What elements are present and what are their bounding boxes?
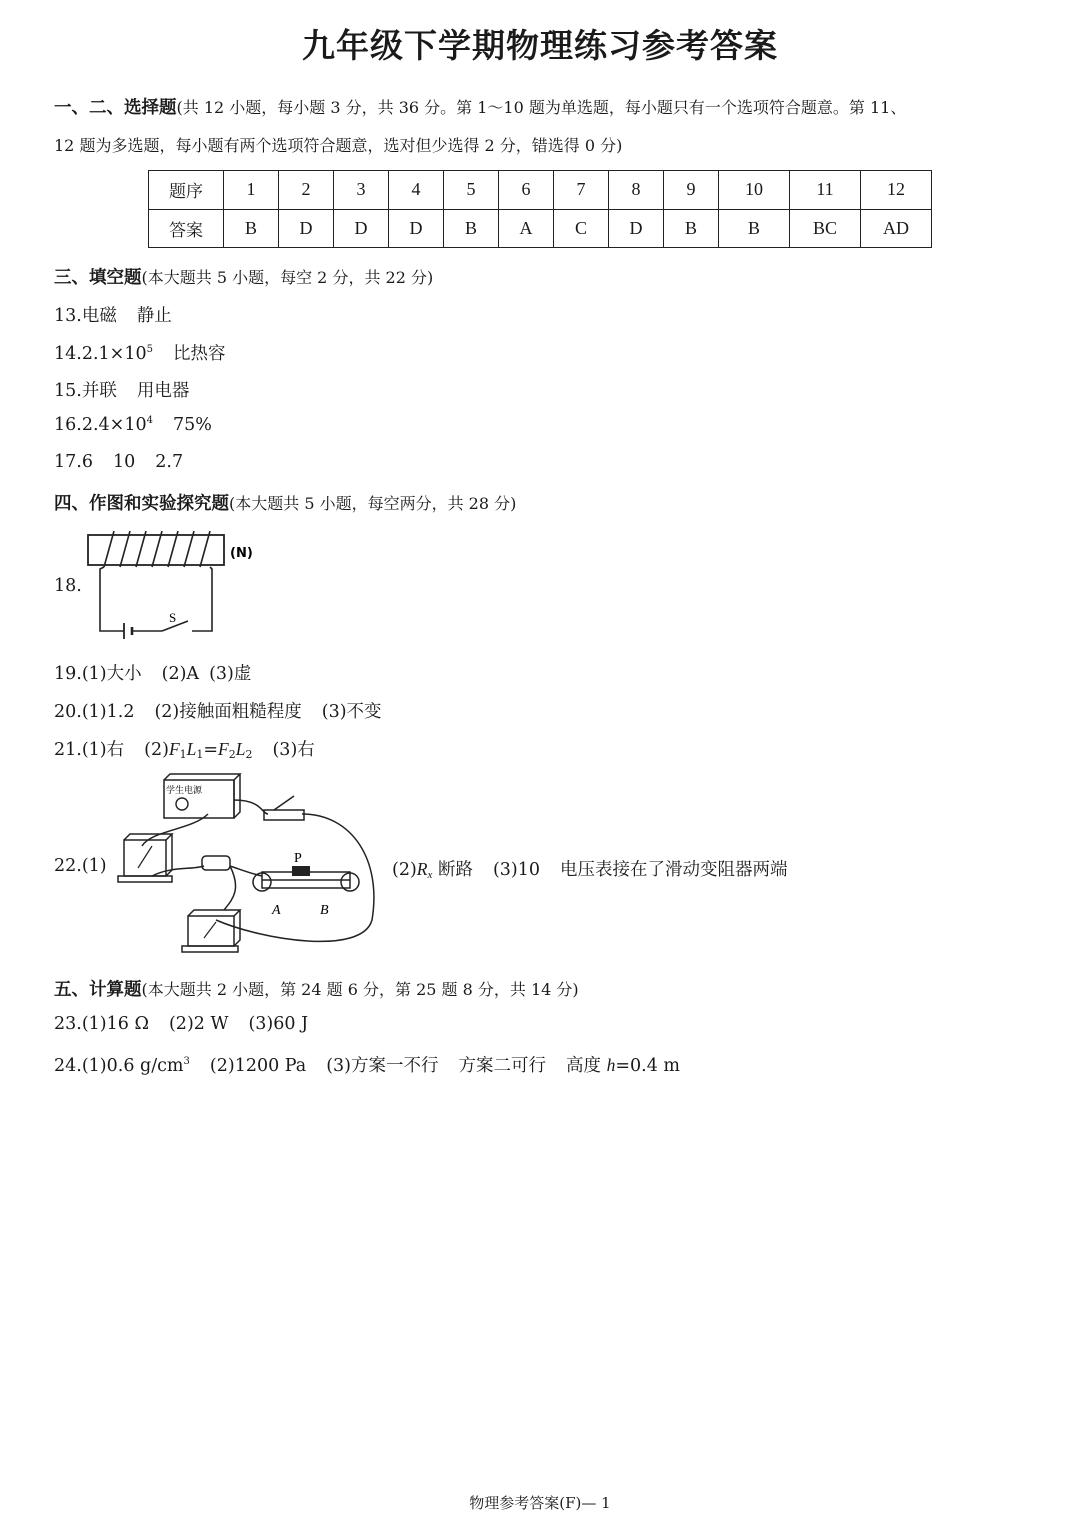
table-cell: D <box>279 209 334 248</box>
table-header-cell: 答案 <box>149 209 224 248</box>
question-number: 16. <box>54 415 82 435</box>
pole-label: (N) <box>230 546 253 561</box>
answer-text: (1)1.2 <box>81 702 135 722</box>
answer-text: 10 <box>112 452 136 472</box>
answer-text: =0.4 m <box>615 1056 680 1076</box>
section4-heading-line <box>54 490 516 515</box>
question-number: 23. <box>54 1014 82 1034</box>
question-number: 13. <box>54 306 82 326</box>
section4-heading: 四、作图和实验探究题 <box>54 494 229 514</box>
section1-note-cont: 12 题为多选题，每小题有两个选项符合题意，选对但少选得 2 分，错选得 0 分) <box>54 136 623 155</box>
table-cell: B <box>444 209 499 248</box>
table-cell: 9 <box>664 171 719 210</box>
slider-label-p: P <box>294 851 302 866</box>
answer-q20 <box>54 698 382 723</box>
section1-line2 <box>54 133 622 156</box>
answer-text: 电压表接在了滑动变阻器两端 <box>560 860 788 880</box>
answer-text: 比热容 <box>172 344 226 364</box>
table-cell: AD <box>861 209 932 248</box>
table-cell: C <box>554 209 609 248</box>
answer-q21 <box>54 736 315 761</box>
question-number: 18. <box>54 576 82 596</box>
experiment-circuit-figure <box>112 770 384 956</box>
section4-note: (本大题共 5 小题，每空两分，共 28 分) <box>229 494 517 513</box>
answer-q22-label <box>54 856 107 876</box>
question-number: 15. <box>54 381 82 401</box>
answer-text: 方案二可行 <box>458 1056 547 1076</box>
answer-q17 <box>54 452 183 472</box>
answer-text: (2)1200 Pa <box>209 1056 307 1076</box>
section3-heading: 三、填空题 <box>54 268 142 288</box>
answer-text: 并联 <box>81 381 117 401</box>
answer-q22-rest: $(2)R_x$ 断路 (3)10 电压表接在了滑动变阻器两端 <box>392 859 788 881</box>
answer-text: (1) <box>81 856 107 876</box>
answer-q13 <box>54 302 172 327</box>
section1-note: (共 12 小题，每小题 3 分，共 36 分。第 1～10 题为单选题，每小题只有一个选项符合题意。第 11、 <box>176 98 907 117</box>
table-cell: 7 <box>554 171 609 210</box>
answer-text: (1)大小 <box>81 664 142 684</box>
answer-text: 2.7 <box>155 452 184 472</box>
circuit-wires <box>100 567 212 631</box>
page-title: 九年级下学期物理练习参考答案 <box>302 26 778 65</box>
table-row-answers <box>149 209 932 248</box>
answer-text: (2)接触面粗糙程度 <box>154 702 302 722</box>
lever-formula: $F_1L_1=F_2L_2$ <box>168 739 253 761</box>
solenoid-circuit-figure <box>84 525 274 645</box>
end-label-a: A <box>272 903 281 918</box>
question-number: 14. <box>54 344 82 364</box>
slider-contact <box>292 866 310 876</box>
section5-heading: 五、计算题 <box>54 980 142 1000</box>
page-footer: 物理参考答案(F)— 1 <box>469 1494 611 1512</box>
end-label-b: B <box>320 903 329 918</box>
section1-heading: 一、二、选择题 <box>54 98 177 118</box>
answer-q14 <box>54 340 225 365</box>
table-row-numbers <box>149 171 932 210</box>
answer-text: (1)0.6 g/cm <box>81 1056 184 1076</box>
answer-q15 <box>54 377 189 402</box>
resistor-rx <box>202 856 230 870</box>
question-number: 24. <box>54 1056 82 1076</box>
question-number: 20. <box>54 702 82 722</box>
answer-text: (3)右 <box>272 740 315 760</box>
table-cell: D <box>389 209 444 248</box>
exponent: 5 <box>146 344 153 355</box>
answer-text: (2)2 W <box>168 1014 229 1034</box>
table-cell: B <box>719 209 790 248</box>
table-cell: D <box>334 209 389 248</box>
switch-label: S <box>169 610 177 625</box>
exponent: 4 <box>146 415 153 426</box>
answer-text: 2.1×10 <box>81 344 147 364</box>
answer-q19 <box>54 660 251 685</box>
table-cell: 8 <box>609 171 664 210</box>
answer-text: 电磁 <box>81 306 117 326</box>
knife-switch <box>264 810 304 820</box>
answer-table <box>148 170 932 248</box>
answer-text: 用电器 <box>136 381 190 401</box>
table-cell: BC <box>790 209 861 248</box>
question-number: 21. <box>54 740 82 760</box>
table-cell: B <box>224 209 279 248</box>
answer-q24 <box>54 1052 680 1077</box>
answer-text: (3)虚 <box>209 664 252 684</box>
coil-windings <box>104 531 210 567</box>
section5-note: (本大题共 2 小题，第 24 题 6 分，第 25 题 8 分，共 14 分) <box>141 980 579 999</box>
table-cell: 10 <box>719 171 790 210</box>
question-number: 17. <box>54 452 82 472</box>
answer-text: (3)60 J <box>248 1014 309 1034</box>
table-cell: 11 <box>790 171 861 210</box>
section3-heading-line <box>54 264 433 289</box>
section1-line1 <box>54 94 906 119</box>
table-header-cell: 题序 <box>149 171 224 210</box>
question-number: 19. <box>54 664 82 684</box>
answer-text: 静止 <box>136 306 172 326</box>
answer-q16 <box>54 415 212 435</box>
variable-h: h <box>606 1055 616 1075</box>
table-cell: B <box>664 209 719 248</box>
answer-text: (3)不变 <box>321 702 382 722</box>
table-cell: 3 <box>334 171 389 210</box>
answer-text: (2)A <box>161 664 200 684</box>
answer-text: (3)10 <box>492 860 541 880</box>
table-cell: 2 <box>279 171 334 210</box>
table-cell: 6 <box>499 171 554 210</box>
question-number: 22. <box>54 856 82 876</box>
answer-text: 75% <box>172 415 212 435</box>
table-cell: D <box>609 209 664 248</box>
answer-q23 <box>54 1014 308 1034</box>
answer-text: (2) <box>144 740 169 760</box>
answer-text: 6 <box>81 452 93 472</box>
table-cell: 4 <box>389 171 444 210</box>
answer-text: (1)右 <box>81 740 125 760</box>
section5-heading-line <box>54 976 579 1001</box>
table-cell: 12 <box>861 171 932 210</box>
supply-label: 学生电源 <box>166 786 203 796</box>
answer-text: (2) <box>392 860 417 880</box>
answer-text: 高度 <box>566 1056 607 1076</box>
section3-note: (本大题共 5 小题，每空 2 分，共 22 分) <box>141 268 434 287</box>
voltmeter <box>188 916 234 946</box>
answer-text: 断路 <box>437 860 473 880</box>
answer-text: 2.4×10 <box>81 415 147 435</box>
table-cell: 1 <box>224 171 279 210</box>
answer-text: (1)16 Ω <box>81 1014 149 1034</box>
exponent: 3 <box>183 1056 190 1067</box>
table-cell: A <box>499 209 554 248</box>
answer-text: (3)方案一不行 <box>326 1056 439 1076</box>
table-cell: 5 <box>444 171 499 210</box>
